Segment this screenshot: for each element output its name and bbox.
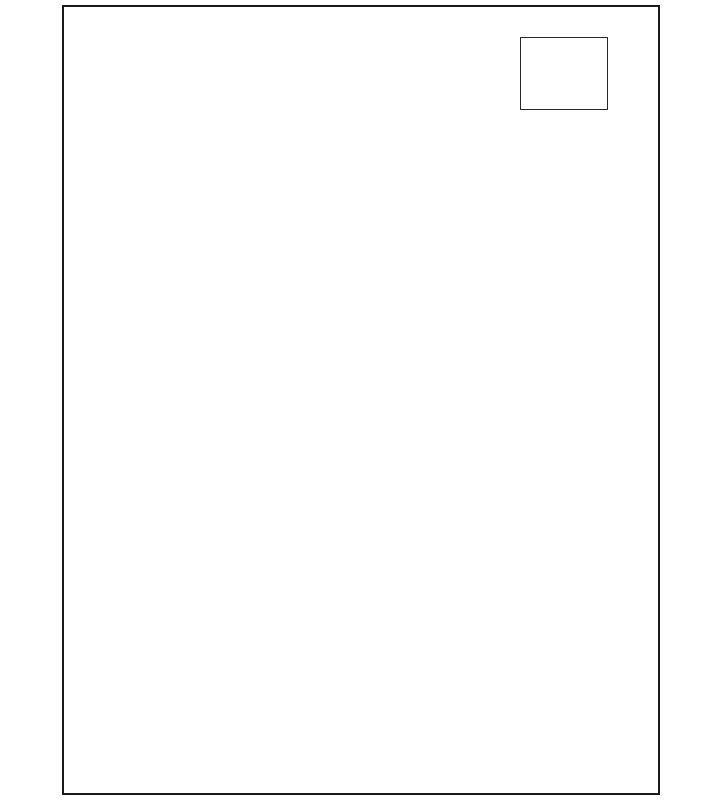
- title-box: [520, 37, 608, 110]
